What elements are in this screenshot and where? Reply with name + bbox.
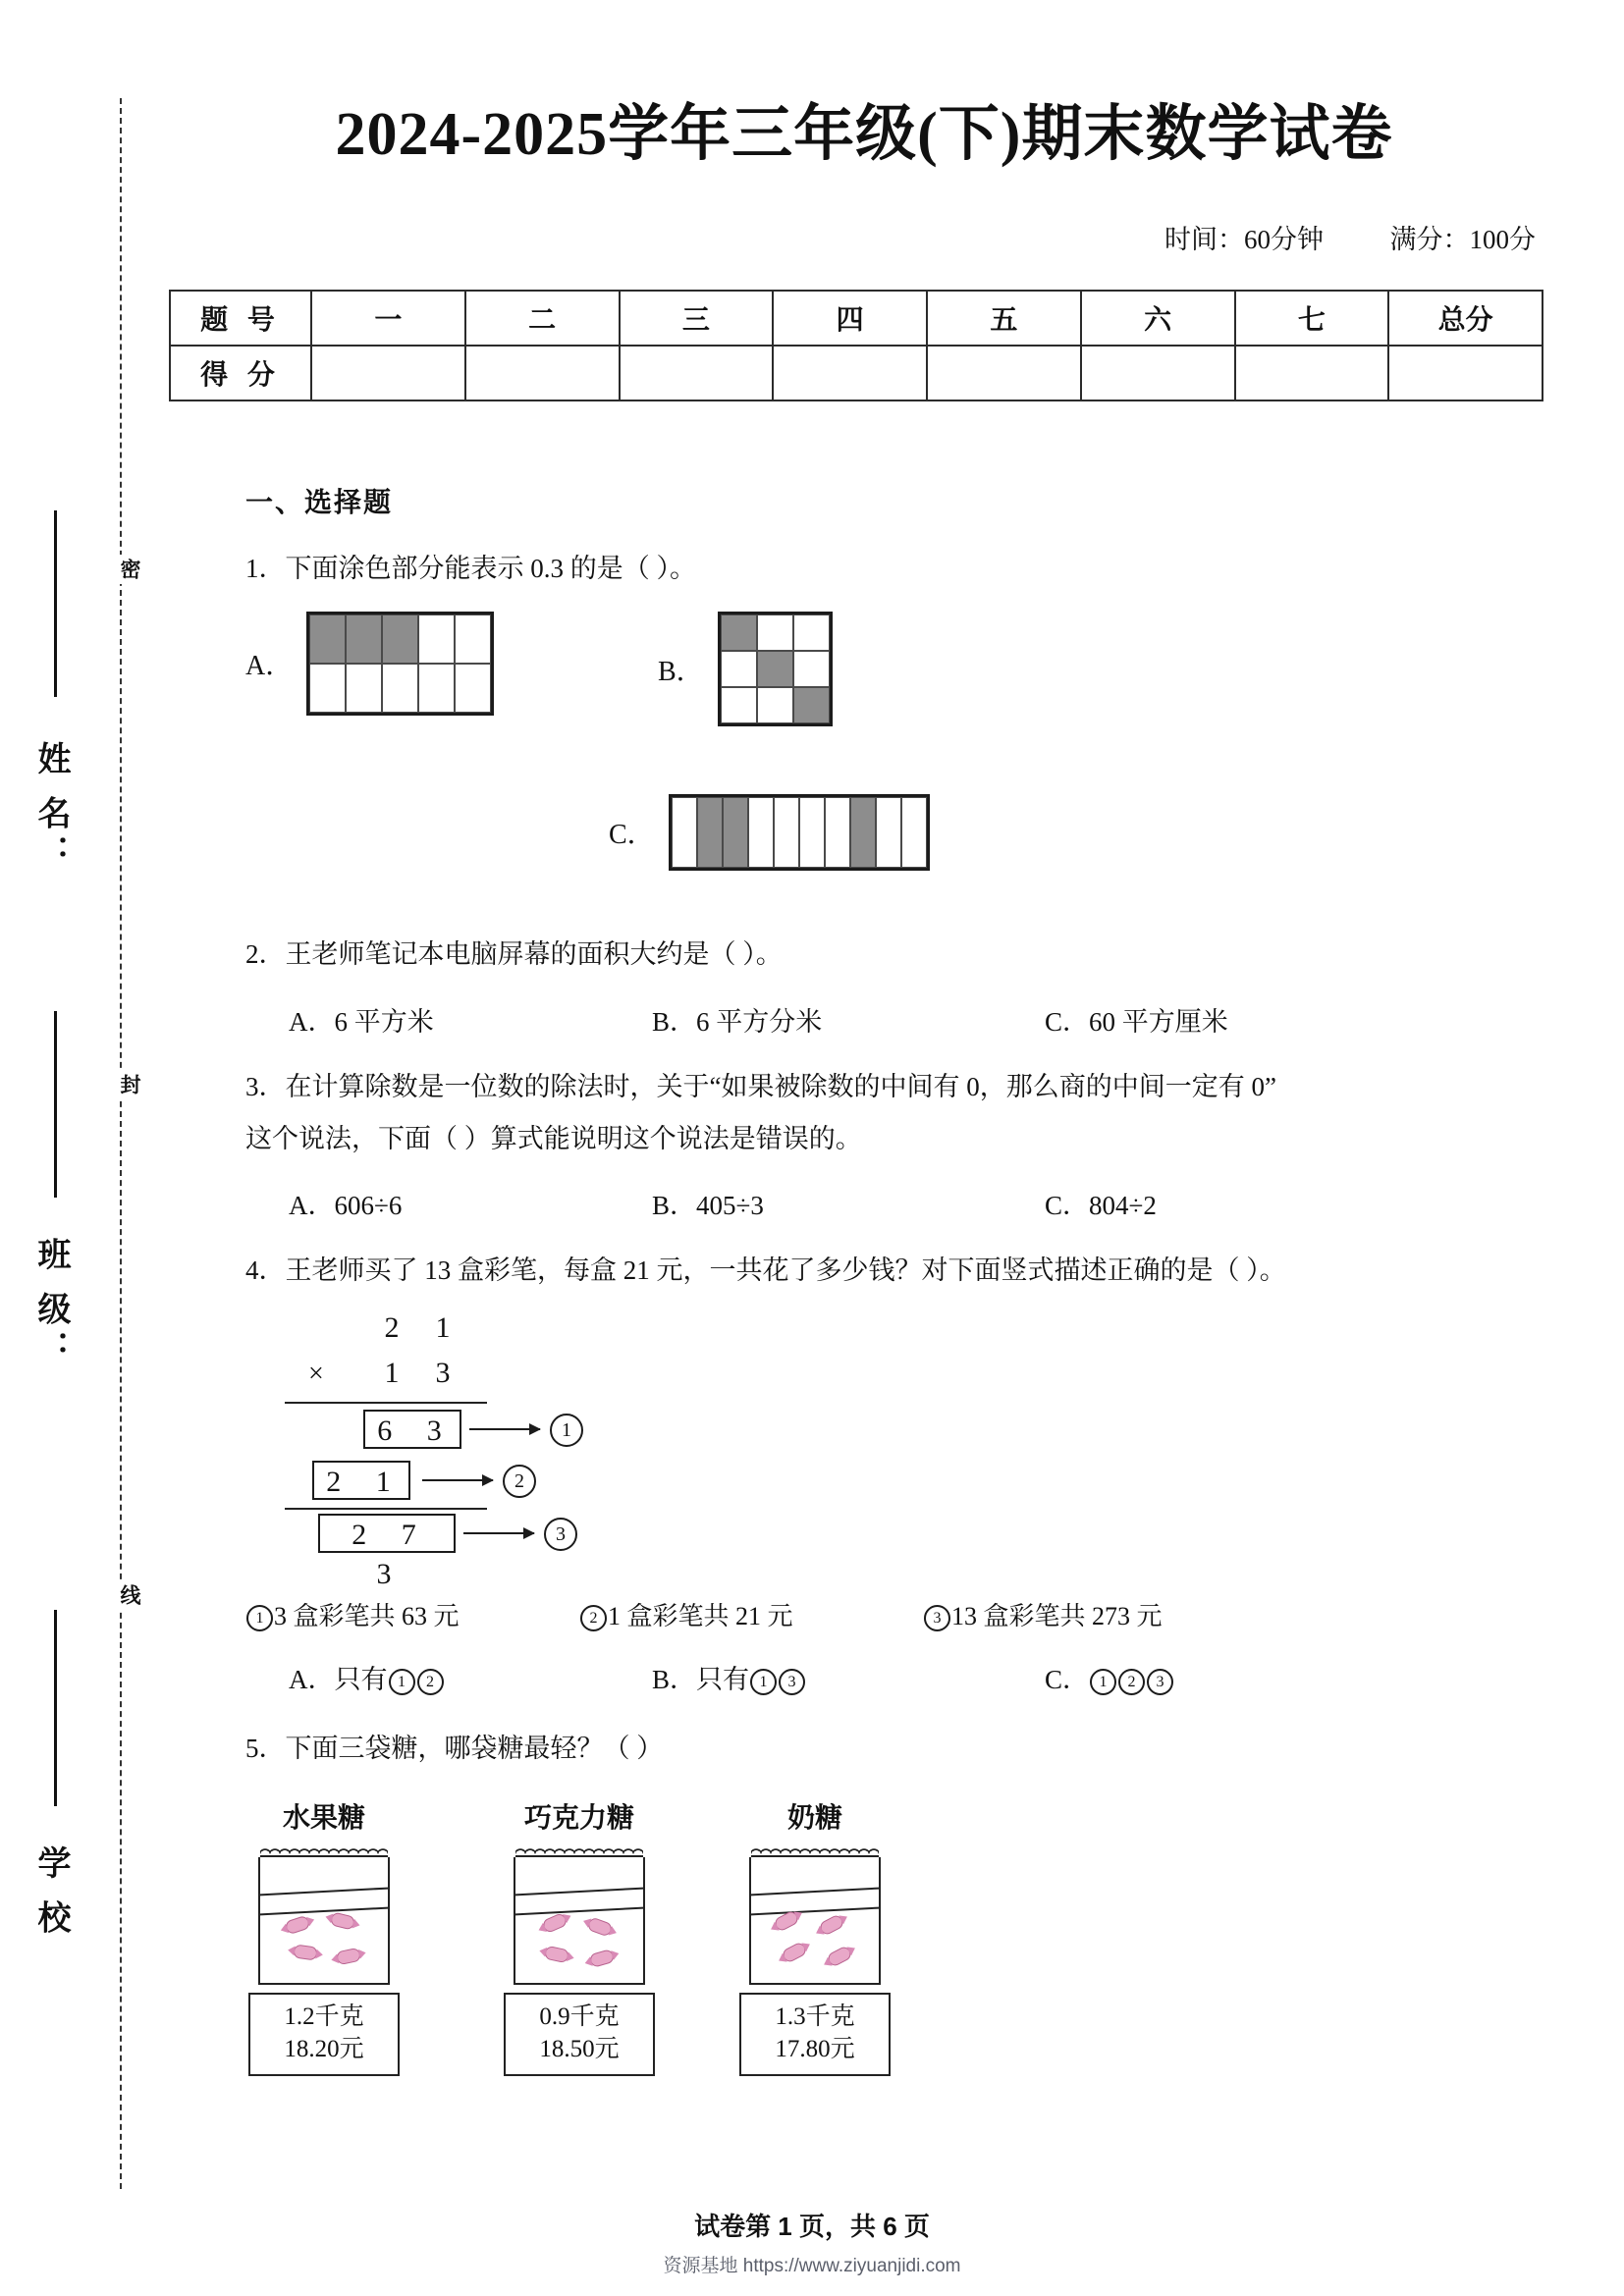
candy-price-box-chocolate	[504, 1993, 655, 2077]
section-heading-choice: 一、选择题	[245, 487, 394, 517]
candy-price-box-fruit	[248, 1993, 400, 2077]
table-row-scores	[170, 346, 1543, 400]
question-3-option-a[interactable]: A．606÷6	[289, 1191, 403, 1220]
multiplier-ones: 3	[435, 1357, 451, 1390]
score-col-5: 五	[927, 291, 1081, 346]
candy-name-milk: 奶糖	[786, 1801, 842, 1833]
seal-dashed-line	[120, 98, 122, 2189]
grid-figure-c	[669, 794, 930, 871]
question-3-options	[245, 1184, 1414, 1222]
question-1-stem: 1．下面涂色部分能表示 0.3 的是（ ）。	[245, 554, 696, 583]
score-col-2: 二	[465, 291, 620, 346]
question-1-figures	[245, 608, 1414, 932]
grid-figure-a	[306, 612, 494, 716]
question-1-option-b[interactable]	[658, 612, 833, 726]
candy-price-fruit: 18.20元	[284, 2036, 364, 2063]
bag-top-fruit	[260, 1843, 388, 1857]
mark-circle-2: 2	[503, 1465, 536, 1498]
multiplicand-ones: 1	[435, 1311, 451, 1345]
candy-name-fruit: 水果糖	[282, 1801, 365, 1833]
calc-rule-bottom	[285, 1508, 487, 1510]
question-4-notes	[245, 1596, 1414, 1632]
bag-top-milk	[751, 1843, 879, 1857]
question-4-option-b-prefix: B．只有	[652, 1665, 750, 1695]
multiply-sign: ×	[308, 1359, 324, 1390]
arrow-to-mark-2	[422, 1479, 493, 1481]
question-4-note-3	[923, 1596, 1163, 1632]
seal-word-mi: 密	[98, 555, 143, 584]
exam-total-score: 满分：100分	[1389, 225, 1536, 254]
seal-label-name: 姓 名：	[32, 741, 70, 875]
question-3-stem-line-2: 这个说法，下面（ ）算式能说明这个说法是错误的。	[245, 1123, 862, 1153]
question-4-options	[245, 1658, 1414, 1696]
question-5-stem: 5．下面三袋糖，哪袋糖最轻？（ ）	[245, 1734, 664, 1764]
option-c-mark-3: 3	[1147, 1669, 1173, 1695]
candy-weight-fruit: 1.2千克	[284, 2002, 364, 2030]
seal-rule-1	[54, 510, 57, 697]
candy-weight-chocolate: 0.9千克	[539, 2002, 620, 2030]
seal-rule-2	[54, 1011, 57, 1198]
score-cell-2[interactable]	[465, 346, 620, 400]
multiplier-tens: 1	[384, 1357, 400, 1390]
note-3-mark: 3	[924, 1605, 950, 1631]
partial-product-2: 2 1	[312, 1461, 410, 1500]
score-cell-1[interactable]	[311, 346, 465, 400]
arrow-to-mark-3	[463, 1532, 534, 1534]
option-c-letter: C．	[609, 820, 655, 851]
note-3-text: 13 盒彩笔共 273 元	[951, 1602, 1163, 1631]
question-3-option-b[interactable]: B．405÷3	[652, 1191, 764, 1220]
candy-price-milk: 17.80元	[775, 2036, 855, 2063]
exam-meta	[1164, 218, 1536, 256]
candy-bag-milk[interactable]	[717, 1796, 913, 2077]
question-2-option-c[interactable]: C．60 平方厘米	[1045, 1006, 1228, 1037]
score-col-total: 总分	[1388, 291, 1543, 346]
bag-stripe-fruit	[258, 1887, 390, 1915]
bag-body-milk	[749, 1857, 881, 1985]
grid-figure-b	[718, 612, 833, 726]
score-col-6: 六	[1081, 291, 1235, 346]
bag-stripe-milk	[749, 1887, 881, 1915]
seal-word-xian: 线	[98, 1580, 143, 1610]
question-4-stem: 4．王老师买了 13 盒彩笔，每盒 21 元，一共花了多少钱？对下面竖式描述正确的是（ ）。	[245, 1255, 1286, 1285]
note-1-text: 3 盒彩笔共 63 元	[274, 1602, 460, 1631]
product-total: 2 7 3	[318, 1514, 456, 1553]
mark-circle-3: 3	[544, 1518, 577, 1551]
score-cell-4[interactable]	[773, 346, 927, 400]
score-table-label-score: 得 分	[170, 346, 311, 400]
candy-name-chocolate: 巧克力糖	[523, 1801, 634, 1833]
candy-price-box-milk	[739, 1993, 891, 2077]
score-col-7: 七	[1235, 291, 1389, 346]
score-col-3: 三	[620, 291, 774, 346]
question-2-stem: 2．王老师笔记本电脑屏幕的面积大约是（ ）。	[245, 939, 783, 970]
score-table	[169, 290, 1543, 401]
multiplicand-tens: 2	[384, 1311, 400, 1345]
score-table-label-question: 题 号	[170, 291, 311, 346]
candy-weight-milk: 1.3千克	[775, 2002, 855, 2030]
partial-product-1: 6 3	[363, 1410, 461, 1449]
seal-margin	[0, 0, 167, 2296]
exam-content	[245, 481, 1414, 2063]
note-2-text: 1 盒彩笔共 21 元	[608, 1602, 793, 1631]
page-footer	[0, 2207, 1624, 2277]
mark-circle-1: 1	[550, 1414, 583, 1447]
option-a-mark-2: 2	[417, 1669, 444, 1695]
question-4-vertical-calculation	[285, 1311, 697, 1591]
note-2-mark: 2	[580, 1605, 607, 1631]
calc-rule-top	[285, 1402, 487, 1404]
question-4-note-2	[579, 1596, 923, 1632]
question-4-option-b[interactable]	[652, 1658, 1045, 1696]
bag-stripe-chocolate	[514, 1887, 645, 1915]
seal-label-class: 班 级：	[32, 1237, 70, 1370]
note-1-mark: 1	[246, 1605, 273, 1631]
exam-time: 时间：60分钟	[1164, 225, 1324, 254]
seal-word-feng: 封	[98, 1070, 143, 1099]
question-4-option-c[interactable]	[1045, 1658, 1379, 1696]
candy-price-chocolate: 18.50元	[539, 2036, 620, 2063]
option-b-letter: B．	[658, 656, 704, 687]
question-4-option-a-prefix: A．只有	[289, 1665, 388, 1695]
score-cell-7[interactable]	[1235, 346, 1389, 400]
question-5-candy-bags	[245, 1796, 1414, 2063]
question-4-option-c-prefix: C．	[1045, 1665, 1090, 1695]
option-c-mark-2: 2	[1118, 1669, 1145, 1695]
arrow-to-mark-1	[469, 1428, 540, 1430]
bag-top-chocolate	[515, 1843, 643, 1857]
seal-label-school: 学 校	[32, 1845, 70, 1940]
candy-bag-fruit[interactable]	[226, 1796, 422, 2077]
question-3-option-c[interactable]: C．804÷2	[1045, 1191, 1157, 1220]
source-watermark: 资源基地 https://www.ziyuanjidi.com	[663, 2256, 961, 2276]
option-c-mark-1: 1	[1090, 1669, 1116, 1695]
question-4-option-a[interactable]	[245, 1658, 652, 1696]
question-4-note-1	[245, 1596, 579, 1632]
score-col-1: 一	[311, 291, 465, 346]
option-b-mark-1: 1	[750, 1669, 777, 1695]
score-cell-6[interactable]	[1081, 346, 1235, 400]
option-b-mark-2: 3	[779, 1669, 805, 1695]
page-number: 试卷第 1 页，共 6 页	[694, 2212, 930, 2241]
score-cell-5[interactable]	[927, 346, 1081, 400]
score-col-4: 四	[773, 291, 927, 346]
question-2-option-b[interactable]: B．6 平方分米	[652, 1006, 823, 1037]
question-1-option-a[interactable]	[245, 612, 494, 716]
question-3-stem-line-1: 3．在计算除数是一位数的除法时，关于“如果被除数的中间有 0，那么商的中间一定有 0”	[245, 1071, 1276, 1101]
seal-rule-3	[54, 1610, 57, 1806]
option-a-mark-1: 1	[389, 1669, 415, 1695]
table-row-question-numbers	[170, 291, 1543, 346]
bag-body-chocolate	[514, 1857, 645, 1985]
question-2-options	[245, 1000, 1414, 1039]
score-cell-3[interactable]	[620, 346, 774, 400]
candy-bag-chocolate[interactable]	[481, 1796, 677, 2077]
option-a-letter: A．	[245, 651, 294, 682]
page-title: 2024-2025学年三年级(下)期末数学试卷	[335, 101, 1393, 168]
question-1-option-c[interactable]	[609, 794, 930, 871]
question-2-option-a[interactable]: A．6 平方米	[289, 1006, 434, 1037]
bag-body-fruit	[258, 1857, 390, 1985]
score-cell-total[interactable]	[1388, 346, 1543, 400]
